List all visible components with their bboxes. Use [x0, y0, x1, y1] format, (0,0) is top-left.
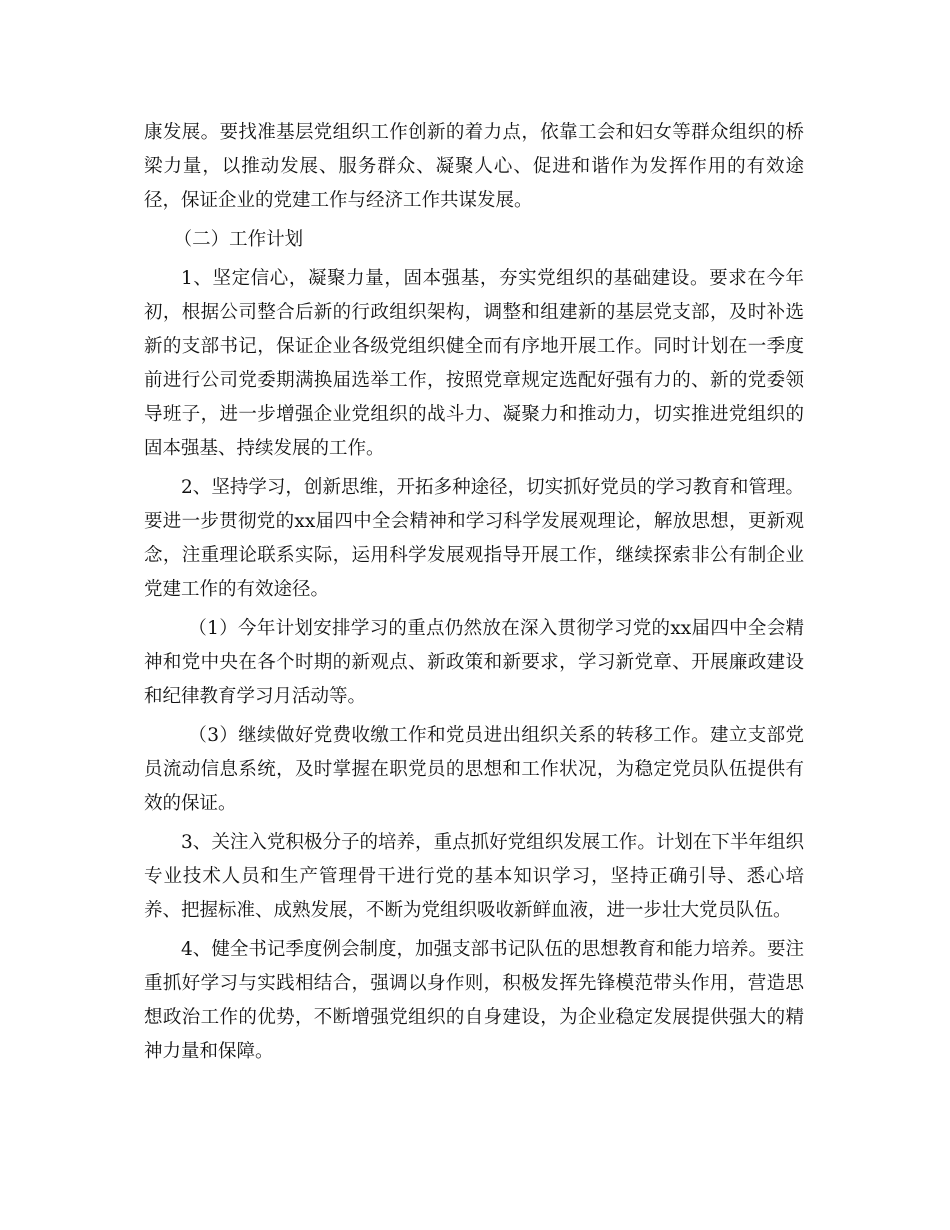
- paragraph-continuation: 康发展。要找准基层党组织工作创新的着力点，依靠工会和妇女等群众组织的桥梁力量，以推动发展、服务群众、凝聚人心、促进和谐作为发挥作用的有效途径，保证企业的党建工作与经济工作共谋发展。: [144, 122, 804, 211]
- paragraph-item-2: 2、坚持学习，创新思维，开拓多种途径，切实抓好党员的学习教育和管理。要进一步贯彻党的xx届四中全会精神和学习科学发展观理论，解放思想，更新观念，注重理论联系实际，运用科学发展观指导开展工作，继续探索非公有制企业党建工作的有效途径。: [144, 477, 804, 600]
- section-heading-work-plan: （二）工作计划: [173, 229, 304, 250]
- paragraph-item-3: 3、关注入党积极分子的培养，重点抓好党组织发展工作。计划在下半年组织专业技术人员和生产管理骨干进行党的基本知识学习，坚持正确引导、悉心培养、把握标准、成熟发展，不断为党组织吸收新鲜血液，进一步壮大党员队伍。: [144, 832, 804, 921]
- paragraph-item-1: 1、坚定信心，凝聚力量，固本强基，夯实党组织的基础建设。要求在今年初，根据公司整合后新的行政组织架构，调整和组建新的基层党支部，及时补选新的支部书记，保证企业各级党组织健全而有序地开展工作。同时计划在一季度前进行公司党委期满换届选举工作，按照党章规定选配好强有力的、新的党委领导班子，进一步增强企业党组织的战斗力、凝聚力和推动力，切实推进党组织的固本强基、持续发展的工作。: [144, 268, 804, 459]
- paragraph-subitem-1: （1）今年计划安排学习的重点仍然放在深入贯彻学习党的xx届四中全会精神和党中央在各个时期的新观点、新政策和新要求，学习新党章、开展廉政建设和纪律教育学习月活动等。: [144, 618, 804, 707]
- document-body: [144, 116, 804, 1074]
- paragraph-item-4: 4、健全书记季度例会制度，加强支部书记队伍的思想教育和能力培养。要注重抓好学习与实践相结合，强调以身作则，积极发挥先锋模范带头作用，营造思想政治工作的优势，不断增强党组织的自身建设，为企业稳定发展提供强大的精神力量和保障。: [144, 939, 804, 1062]
- paragraph-subitem-3: （3）继续做好党费收缴工作和党员进出组织关系的转移工作。建立支部党员流动信息系统，及时掌握在职党员的思想和工作状况，为稳定党员队伍提供有效的保证。: [144, 725, 804, 814]
